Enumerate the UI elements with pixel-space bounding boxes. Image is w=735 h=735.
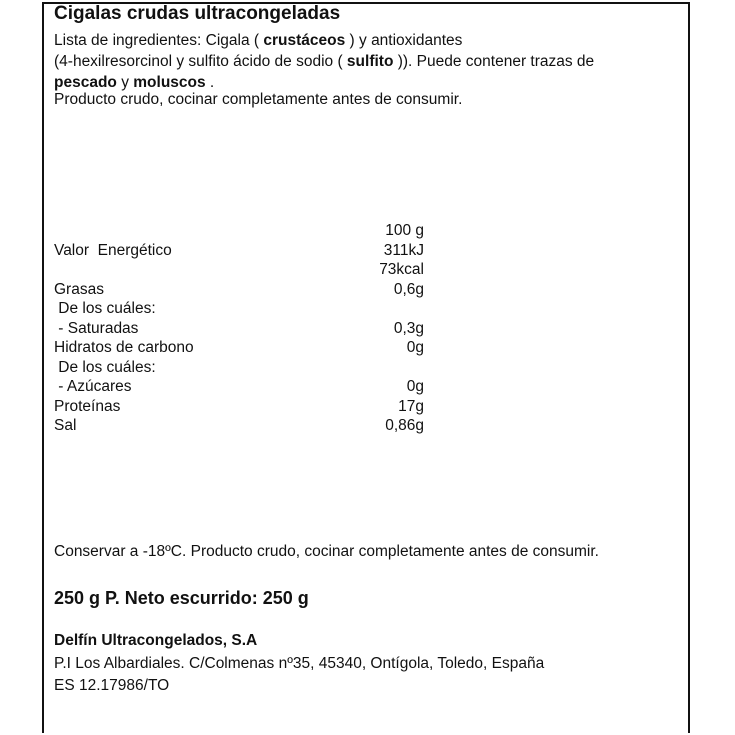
nutrition-label: - Saturadas (54, 319, 139, 337)
nutrition-row (54, 416, 474, 436)
nutrition-value: 0g (406, 339, 424, 356)
storage-instructions: Conservar a -18ºC. Producto crudo, cocinar completamente antes de consumir. (54, 543, 599, 560)
nutrition-row (54, 280, 474, 300)
nutrition-label: De los cuáles: (54, 358, 156, 376)
nutrition-table (54, 221, 474, 436)
nutrition-label: Valor Energético (54, 241, 172, 259)
nutrition-label: Sal (54, 417, 77, 434)
nutrition-row (54, 338, 474, 358)
nutrition-row (54, 299, 474, 319)
nutrition-row (54, 260, 474, 280)
ingredients-part: y (116, 74, 134, 91)
nutrition-value: 73kcal (379, 261, 424, 278)
nutrition-row (54, 241, 474, 261)
ingredients-part: . (205, 74, 215, 91)
nutrition-label: Grasas (54, 280, 104, 298)
nutrition-header-row (54, 221, 474, 241)
nutrition-value: 0,3g (393, 319, 424, 337)
nutrition-value: 0g (406, 378, 424, 395)
nutrition-label: - Azúcares (54, 378, 132, 395)
nutrition-row (54, 358, 474, 378)
nutrition-value: 0,86g (385, 417, 424, 434)
allergen-fish: pescado (54, 74, 117, 91)
nutrition-row (54, 377, 474, 397)
ingredients-part: ) y antioxidantes (345, 32, 463, 49)
nutrition-value: 0,6g (393, 280, 424, 298)
net-weight: 250 g P. Neto escurrido: 250 g (54, 588, 309, 608)
company-address: P.I Los Albardiales. C/Colmenas nº35, 45340, Ontígola, Toledo, España (54, 655, 545, 672)
nutrition-label: Hidratos de carbono (54, 339, 194, 356)
nutrition-label: De los cuáles: (54, 300, 156, 317)
allergen-molluscs: moluscos (133, 74, 206, 91)
ingredients-part: )). Puede contener trazas de (393, 53, 595, 70)
ingredients-text (54, 30, 674, 93)
nutrition-value: 311kJ (383, 241, 424, 259)
nutrition-value: 17g (398, 397, 424, 415)
nutrition-row (54, 397, 474, 417)
cooking-note: Producto crudo, cocinar completamente antes de consumir. (54, 91, 463, 108)
allergen-crustaceans: crustáceos (263, 32, 346, 49)
registry-code: ES 12.17986/TO (54, 677, 170, 694)
product-title: Cigalas crudas ultracongeladas (54, 3, 341, 24)
allergen-sulphite: sulfito (346, 53, 394, 70)
company-name: Delfín Ultracongelados, S.A (54, 632, 258, 649)
nutrition-label: Proteínas (54, 397, 121, 415)
ingredients-part: (4-hexilresorcinol y sulfito ácido de sodio ( (54, 53, 347, 70)
nutrition-header: 100 g (385, 222, 424, 239)
nutrition-row (54, 319, 474, 339)
ingredients-part: Lista de ingredientes: Cigala ( (54, 32, 264, 49)
